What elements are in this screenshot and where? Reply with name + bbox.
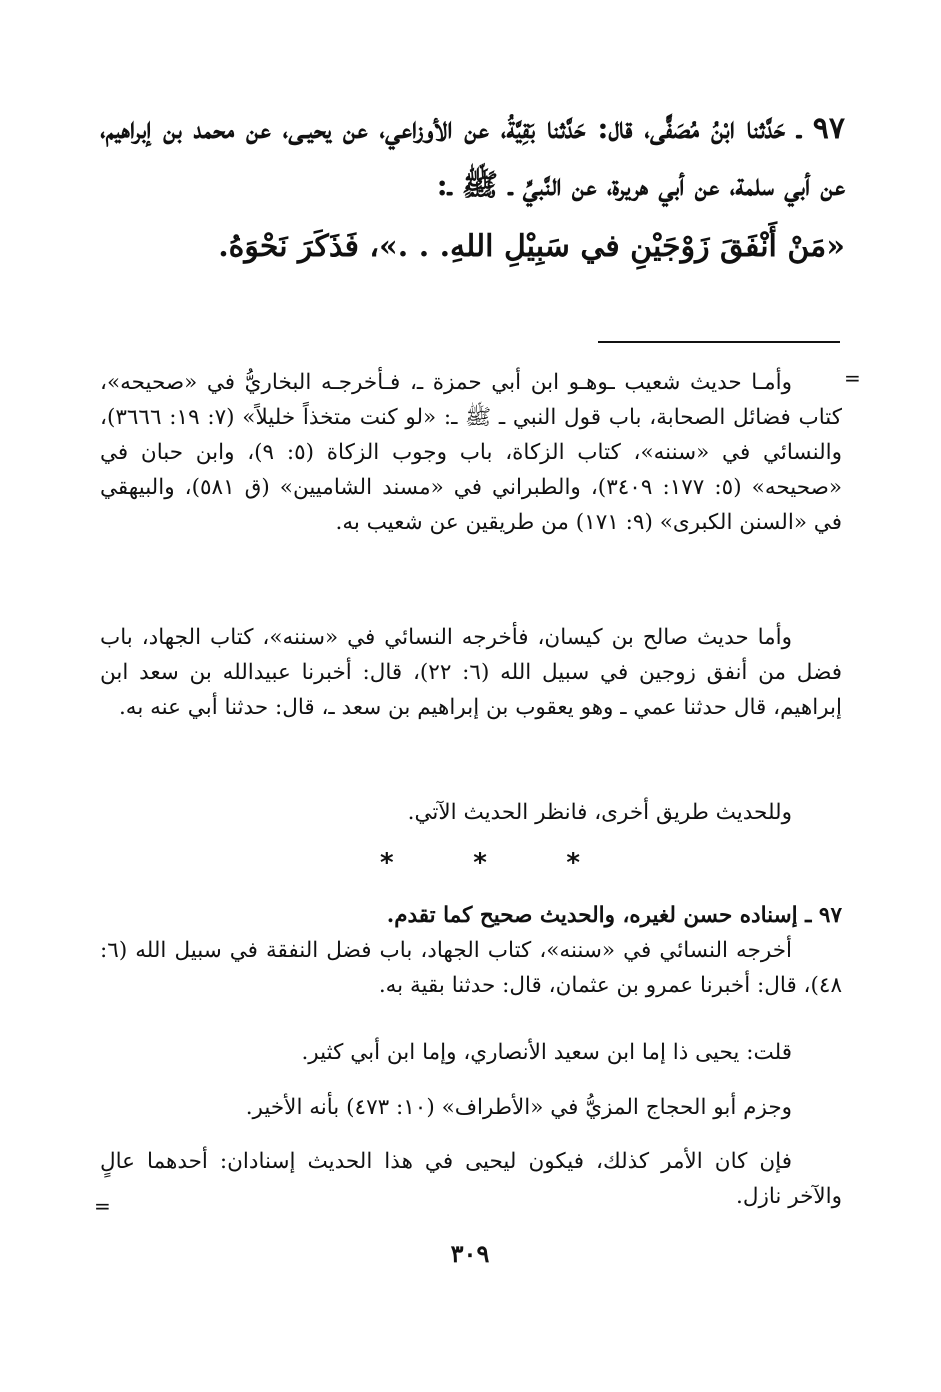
footnote-block-6 <box>100 1090 842 1125</box>
footnote-block-5 <box>100 1035 842 1070</box>
footnote-block-2 <box>100 620 842 725</box>
main-hadith-text <box>100 100 845 275</box>
section-heading-97: ٩٧ ـ إسناده حسن لغيره، والحديث صحيح كما تقدم. <box>386 903 842 928</box>
footnote-block-7 <box>100 1144 842 1214</box>
footnote-paragraph-conclusion: فإن كان الأمر كذلك، فيكون ليحيى في هذا الحديث إسنادان: أحدهما عالٍ والآخر نازل. <box>100 1149 842 1209</box>
footnote-paragraph-yahya: قلت: يحيى ذا إما ابن سعيد الأنصاري، وإما ابن أبي كثير. <box>301 1040 792 1065</box>
separator-star: * <box>380 848 394 878</box>
footnote-paragraph-salih: وأما حديث صالح بن كيسان، فأخرجه النسائي في «سننه»، كتاب الجهاد، باب فضل من أنفق زوجين في سبيل الله (٦: ٢٢)، قال: أخبرنا عبيدالله بن سعد ابن إبراهيم، قال حدثنا عمي ـ وهو يعقوب بن إبراهيم بن سعد ـ، قال: حدثنا أبي عنه به. <box>100 625 842 720</box>
footnote-block-4 <box>100 898 842 1003</box>
footnote-block-1 <box>100 365 842 540</box>
hadith-matn: «مَنْ أَنْفَقَ زَوْجَيْنِ في سَبِيْلِ اللهِ. . .»، فَذَكَرَ نَحْوَهُ. <box>218 229 845 264</box>
section-separator <box>380 848 580 878</box>
footnote-paragraph-other-route: وللحديث طريق أخرى، فانظر الحديث الآتي. <box>407 800 792 825</box>
footnote-block-3 <box>100 795 842 830</box>
hadith-isnad: ٩٧ ـ حَدَّثنا ابْنُ مُصَفًّى، قال: حَدَّثنا بَقِيَّةُ، عن الأوزاعي، عن يحيـى، عن محمد بن إبراهيم، عن أبي سلمة، عن أبي هريرة، عن النَّبيِّ ـ ﷺ ـ: <box>100 111 845 203</box>
separator-star: * <box>566 848 580 878</box>
footnote-paragraph-shuayb: وأمـا حديث شعيب ـوهـو ابن أبي حمزة ـ، فـأخرجـه البخاريُّ في «صحيحه»، كتاب فضائل الصحابة، باب قول النبي ـ ﷺ ـ: «لو كنت متخذاً خليلاً» (٧: ١٩: ٣٦٦٦)، والنسائي في «سننه»، كتاب الزكاة، باب وجوب الزكاة (٥: ٩)، وابن حبان في «صحيحه» (٥: ١٧٧: ٣٤٠٩)، والطبراني في «مسند الشاميين» (ق ٥٨١)، والبيهقي في «السنن الكبرى» (٩: ١٧١) من طريقين عن شعيب به. <box>100 370 843 535</box>
footnote-paragraph-nasai: أخرجه النسائي في «سننه»، كتاب الجهاد، باب فضل النفقة في سبيل الله (٦: ٤٨)، قال: أخبرنا عمرو بن عثمان، قال: حدثنا بقية به. <box>100 938 842 998</box>
page-number: ٣٠٩ <box>450 1239 490 1268</box>
continuation-mark-top: = <box>844 366 861 390</box>
continuation-mark-bottom: = <box>94 1194 111 1218</box>
footnote-paragraph-mizzi: وجزم أبو الحجاج المزيُّ في «الأطراف» (١٠: ٤٧٣) بأنه الأخير. <box>245 1095 792 1120</box>
footnote-divider <box>598 341 840 343</box>
separator-star: * <box>473 848 487 878</box>
